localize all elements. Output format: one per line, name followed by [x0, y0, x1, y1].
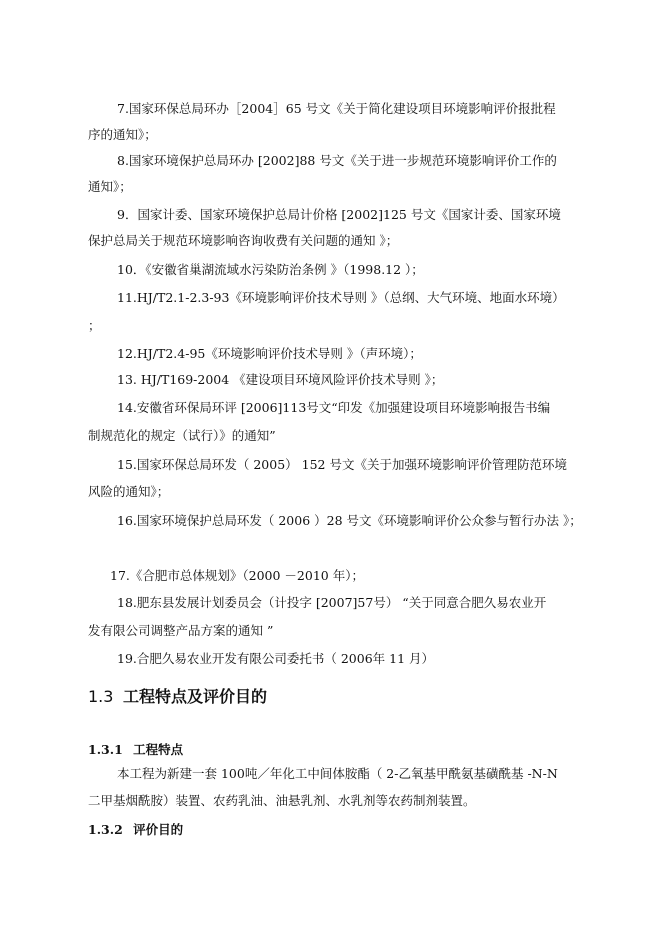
section-number: 1.3 — [88, 687, 114, 706]
reference-12: 12.HJ/T2.4-95《环境影响评价技术导则 》（声环境）； — [117, 346, 422, 361]
reference-11-line-1: 11.HJ/T2.1-2.3-93《环境影响评价技术导则 》（总纲、大气环境、地面水环境） — [117, 290, 565, 305]
subsection-heading-1-3-2 — [88, 820, 183, 838]
reference-18-line-1: 18.肥东县发展计划委员会（计投字 [2007]57号） “关于同意合肥久易农业开 — [117, 595, 547, 610]
project-features-line-2: 二甲基烟酰胺）装置、农药乳油、油悬乳剂、水乳剂等农药制剂装置。 — [88, 793, 476, 808]
reference-18-line-2: 发有限公司调整产品方案的通知 ” — [88, 623, 274, 638]
reference-15-line-1: 15.国家环保总局环发（ 2005） 152 号文《关于加强环境影响评价管理防范环境 — [117, 457, 567, 472]
reference-8-line-1: 8.国家环境保护总局环办 [2002]88 号文《关于进一步规范环境影响评价工作的 — [117, 153, 557, 168]
reference-9-line-1: 9．国家计委、国家环境保护总局计价格 [2002]125 号文《国家计委、国家环境 — [117, 207, 561, 222]
subsection-number: 1.3.1 — [88, 742, 123, 757]
reference-14-line-1: 14.安徽省环保局环评 [2006]113号文“印发《加强建设项目环境影响报告书编 — [117, 400, 551, 415]
subsection-title: 工程特点 — [133, 742, 184, 757]
reference-10: 10．《安徽省巢湖流域水污染防治条例 》（1998.12 ）； — [117, 262, 424, 277]
reference-7-line-1: 7.国家环保总局环办［2004］65 号文《关于简化建设项目环境影响评价报批程 — [117, 101, 556, 116]
subsection-number: 1.3.2 — [88, 822, 123, 837]
project-features-line-1: 本工程为新建一套 100吨／年化工中间体胺酯（ 2-乙氧基甲酰氨基磺酰基 -N-N — [117, 766, 558, 781]
reference-16: 16.国家环境保护总局环发（ 2006 ）28 号文《环境影响评价公众参与暂行办法 》； — [117, 513, 582, 528]
reference-15-line-2: 风险的通知》； — [88, 484, 170, 499]
subsection-heading-1-3-1 — [88, 740, 183, 758]
section-heading-1-3 — [88, 684, 267, 707]
reference-8-line-2: 通知》； — [88, 179, 132, 194]
section-title: 工程特点及评价目的 — [123, 687, 268, 706]
subsection-title: 评价目的 — [133, 822, 184, 837]
reference-17: 17.《合肥市总体规划》（2000 －2010 年）； — [110, 568, 364, 583]
reference-9-line-2: 保护总局关于规范环境影响咨询收费有关问题的通知 》； — [88, 233, 399, 248]
reference-13: 13. HJ/T169-2004 《建设项目环境风险评价技术导则 》； — [117, 372, 444, 387]
reference-14-line-2: 制规范化的规定（试行）》的通知” — [88, 428, 276, 443]
reference-7-line-2: 序的通知》； — [88, 127, 157, 142]
reference-19: 19.合肥久易农业开发有限公司委托书（ 2006年 11 月） — [117, 651, 435, 666]
reference-11-line-2: ； — [88, 318, 101, 333]
